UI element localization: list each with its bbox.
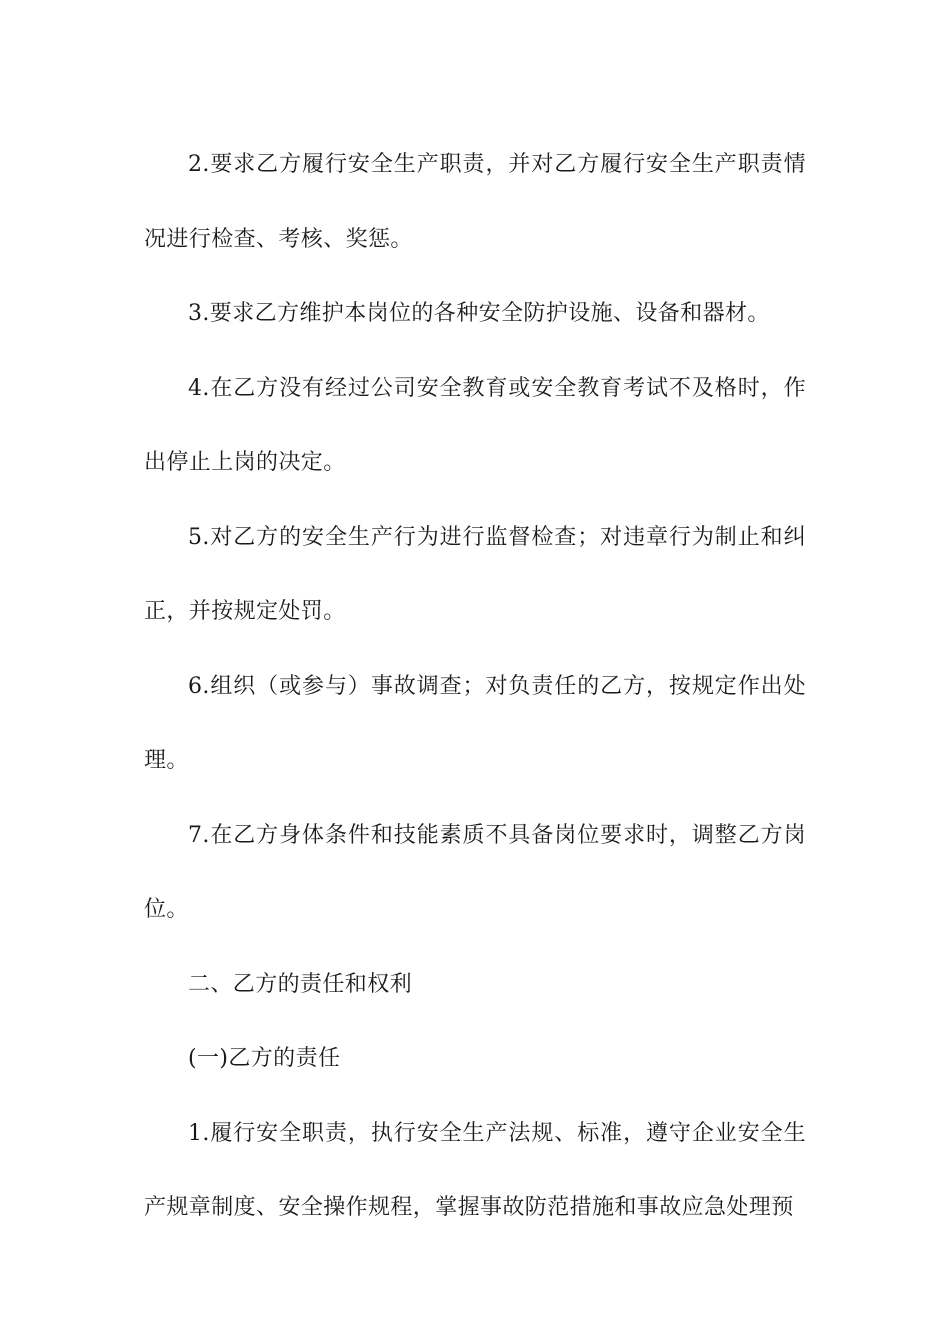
paragraph-item-6: 6.组织（或参与）事故调查；对负责任的乙方，按规定作出处理。 [144, 673, 806, 773]
paragraph-item-5: 5.对乙方的安全生产行为进行监督检查；对违章行为制止和纠正，并按规定处罚。 [144, 524, 806, 624]
document-body [144, 128, 806, 1246]
paragraph-item-1: 1.履行安全职责，执行安全生产法规、标准，遵守企业安全生产规章制度、安全操作规程，掌握事故防范措施和事故应急处理预 [144, 1120, 806, 1220]
subsection-heading: (一)乙方的责任 [188, 1046, 341, 1071]
section-heading: 二、乙方的责任和权利 [188, 971, 413, 997]
paragraph-item-7: 7.在乙方身体条件和技能素质不具备岗位要求时，调整乙方岗位。 [144, 822, 806, 922]
paragraph-item-2: 2.要求乙方履行安全生产职责，并对乙方履行安全生产职责情况进行检查、考核、奖惩。 [144, 152, 806, 252]
paragraph-item-4: 4.在乙方没有经过公司安全教育或安全教育考试不及格时，作出停止上岗的决定。 [144, 375, 806, 475]
paragraph-item-3: 3.要求乙方维护本岗位的各种安全防护设施、设备和器材。 [188, 301, 770, 326]
